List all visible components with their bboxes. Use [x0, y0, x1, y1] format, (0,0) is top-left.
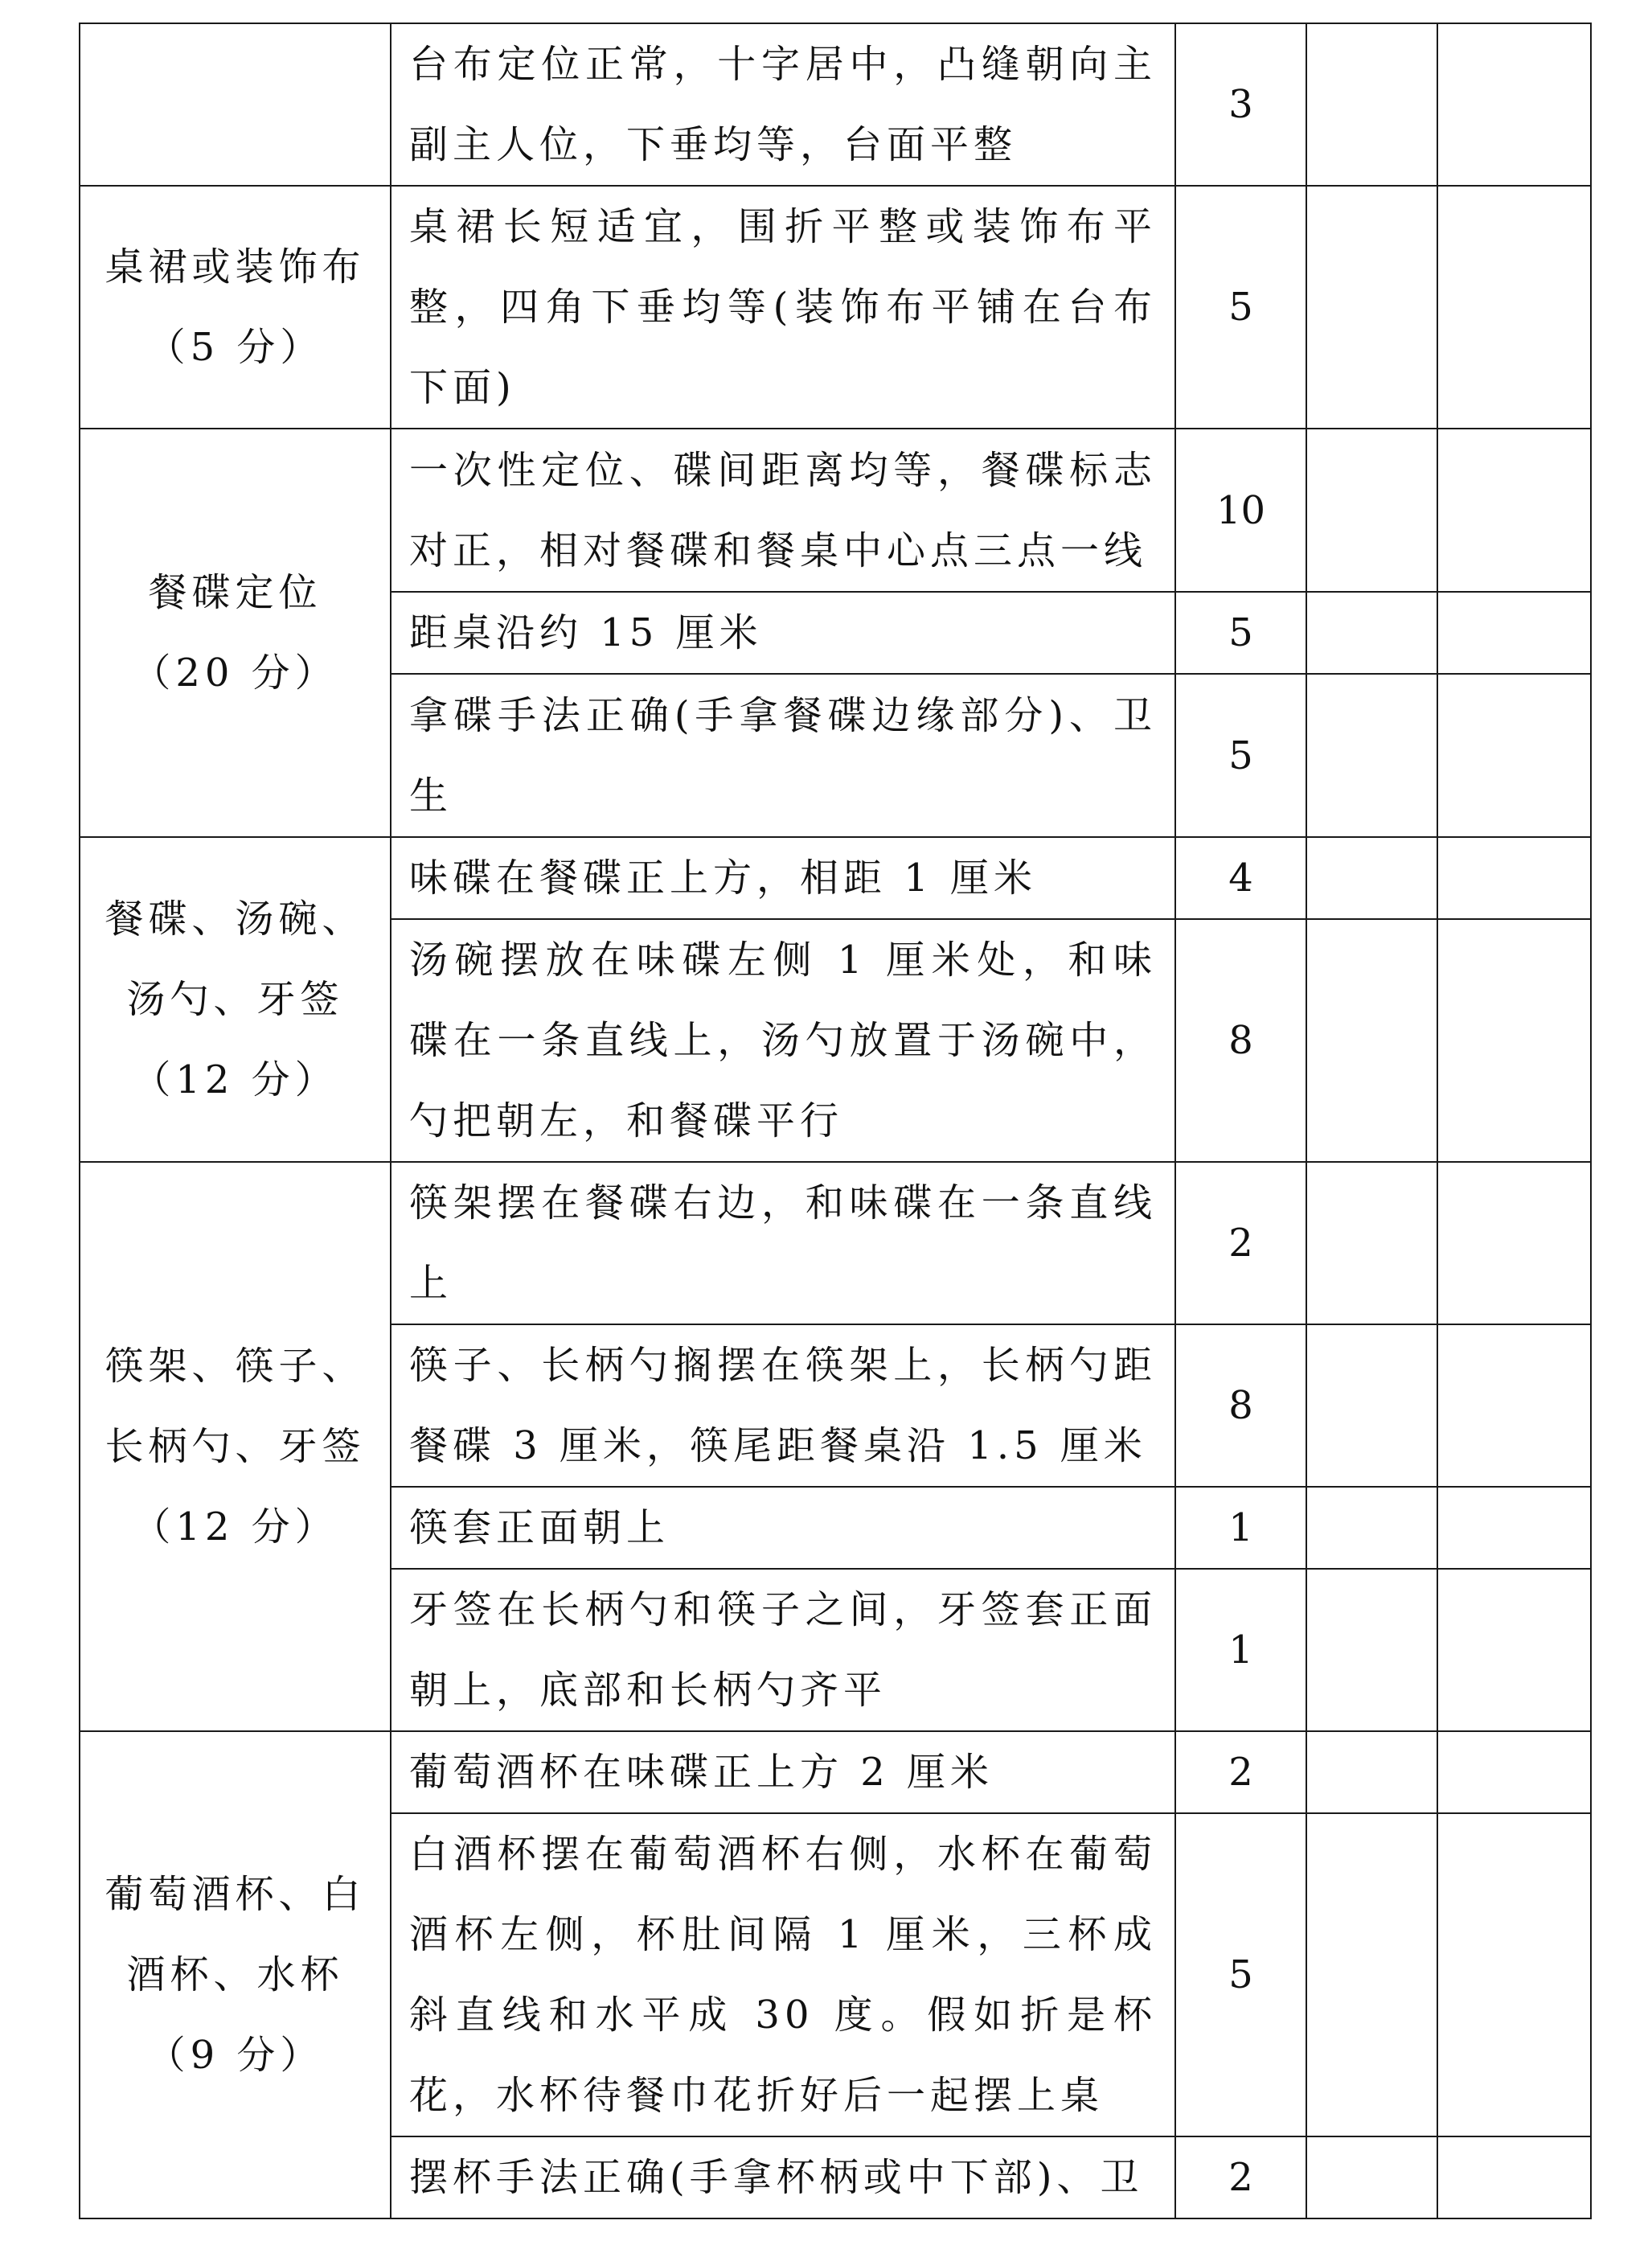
- blank-cell: [1306, 1487, 1437, 1569]
- blank-cell: [1306, 674, 1437, 837]
- blank-cell: [1437, 837, 1591, 919]
- score-cell: 2: [1175, 1731, 1306, 1813]
- blank-cell: [1437, 1162, 1591, 1324]
- blank-cell: [1437, 919, 1591, 1162]
- blank-cell: [1437, 1731, 1591, 1813]
- criterion-cell: 筷套正面朝上: [391, 1487, 1175, 1569]
- blank-cell: [1306, 186, 1437, 429]
- blank-cell: [1306, 1813, 1437, 2136]
- criterion-cell: 台布定位正常，十字居中，凸缝朝向主副主人位，下垂均等，台面平整: [391, 23, 1175, 186]
- blank-cell: [1437, 674, 1591, 837]
- score-cell: 1: [1175, 1487, 1306, 1569]
- blank-cell: [1306, 1569, 1437, 1731]
- category-points: （9 分）: [146, 2033, 324, 2078]
- score-cell: 2: [1175, 1162, 1306, 1324]
- table-row: [80, 23, 1591, 186]
- blank-cell: [1437, 1487, 1591, 1569]
- blank-cell: [1306, 429, 1437, 592]
- score-cell: 1: [1175, 1569, 1306, 1731]
- blank-cell: [1437, 592, 1591, 674]
- table-row: [80, 186, 1591, 429]
- category-points: （12 分）: [132, 1504, 338, 1549]
- table-row: [80, 837, 1591, 919]
- blank-cell: [1306, 1162, 1437, 1324]
- criterion-cell: 葡萄酒杯在味碟正上方 2 厘米: [391, 1731, 1175, 1813]
- category-cell: [80, 23, 391, 186]
- score-cell: 5: [1175, 1813, 1306, 2136]
- criterion-cell: 筷子、长柄勺搁摆在筷架上，长柄勺距餐碟 3 厘米，筷尾距餐桌沿 1.5 厘米: [391, 1324, 1175, 1487]
- category-points: （20 分）: [132, 651, 338, 696]
- category-name: 汤勺、牙签: [126, 977, 344, 1022]
- blank-cell: [1437, 1813, 1591, 2136]
- category-name: 葡萄酒杯、白: [105, 1872, 366, 1917]
- score-cell: 5: [1175, 592, 1306, 674]
- blank-cell: [1437, 429, 1591, 592]
- category-name: 餐碟定位: [148, 570, 322, 615]
- criterion-cell: 距桌沿约 15 厘米: [391, 592, 1175, 674]
- score-cell: 10: [1175, 429, 1306, 592]
- category-cell: [80, 837, 391, 1162]
- category-name: 酒杯、水杯: [126, 1952, 344, 1997]
- table-row: [80, 1162, 1591, 1324]
- blank-cell: [1437, 2136, 1591, 2218]
- criterion-cell: 桌裙长短适宜，围折平整或装饰布平整，四角下垂均等(装饰布平铺在台布下面): [391, 186, 1175, 429]
- criterion-cell: 味碟在餐碟正上方，相距 1 厘米: [391, 837, 1175, 919]
- blank-cell: [1306, 837, 1437, 919]
- blank-cell: [1437, 1324, 1591, 1487]
- criterion-cell: 筷架摆在餐碟右边，和味碟在一条直线上: [391, 1162, 1175, 1324]
- criterion-cell: 一次性定位、碟间距离均等，餐碟标志对正，相对餐碟和餐桌中心点三点一线: [391, 429, 1175, 592]
- scoring-table: [79, 23, 1592, 2219]
- blank-cell: [1306, 1731, 1437, 1813]
- category-name: 餐碟、汤碗、: [105, 897, 366, 942]
- score-cell: 2: [1175, 2136, 1306, 2218]
- criterion-cell: 摆杯手法正确(手拿杯柄或中下部)、卫: [391, 2136, 1175, 2218]
- category-cell: [80, 186, 391, 429]
- score-cell: 3: [1175, 23, 1306, 186]
- category-points: （5 分）: [146, 325, 324, 370]
- category-cell: [80, 1162, 391, 1731]
- table-row: [80, 429, 1591, 592]
- blank-cell: [1306, 592, 1437, 674]
- category-name: 筷架、筷子、: [105, 1344, 366, 1389]
- score-cell: 4: [1175, 837, 1306, 919]
- score-cell: 8: [1175, 1324, 1306, 1487]
- score-cell: 5: [1175, 186, 1306, 429]
- category-name: 长柄勺、牙签: [105, 1424, 366, 1469]
- blank-cell: [1306, 2136, 1437, 2218]
- criterion-cell: 拿碟手法正确(手拿餐碟边缘部分)、卫生: [391, 674, 1175, 837]
- blank-cell: [1306, 23, 1437, 186]
- blank-cell: [1437, 186, 1591, 429]
- category-name: 桌裙或装饰布: [105, 244, 366, 289]
- criterion-cell: 白酒杯摆在葡萄酒杯右侧，水杯在葡萄酒杯左侧，杯肚间隔 1 厘米，三杯成斜直线和水平成 30 度。假如折是杯花，水杯待餐巾花折好后一起摆上桌: [391, 1813, 1175, 2136]
- blank-cell: [1306, 1324, 1437, 1487]
- category-cell: [80, 1731, 391, 2218]
- criterion-cell: 牙签在长柄勺和筷子之间，牙签套正面朝上，底部和长柄勺齐平: [391, 1569, 1175, 1731]
- score-cell: 5: [1175, 674, 1306, 837]
- blank-cell: [1306, 919, 1437, 1162]
- score-cell: 8: [1175, 919, 1306, 1162]
- blank-cell: [1437, 23, 1591, 186]
- table-row: [80, 1731, 1591, 1813]
- category-cell: [80, 429, 391, 837]
- criterion-cell: 汤碗摆放在味碟左侧 1 厘米处，和味碟在一条直线上，汤勺放置于汤碗中，勺把朝左，和餐碟平行: [391, 919, 1175, 1162]
- table-body: [80, 23, 1591, 2218]
- category-points: （12 分）: [132, 1057, 338, 1102]
- blank-cell: [1437, 1569, 1591, 1731]
